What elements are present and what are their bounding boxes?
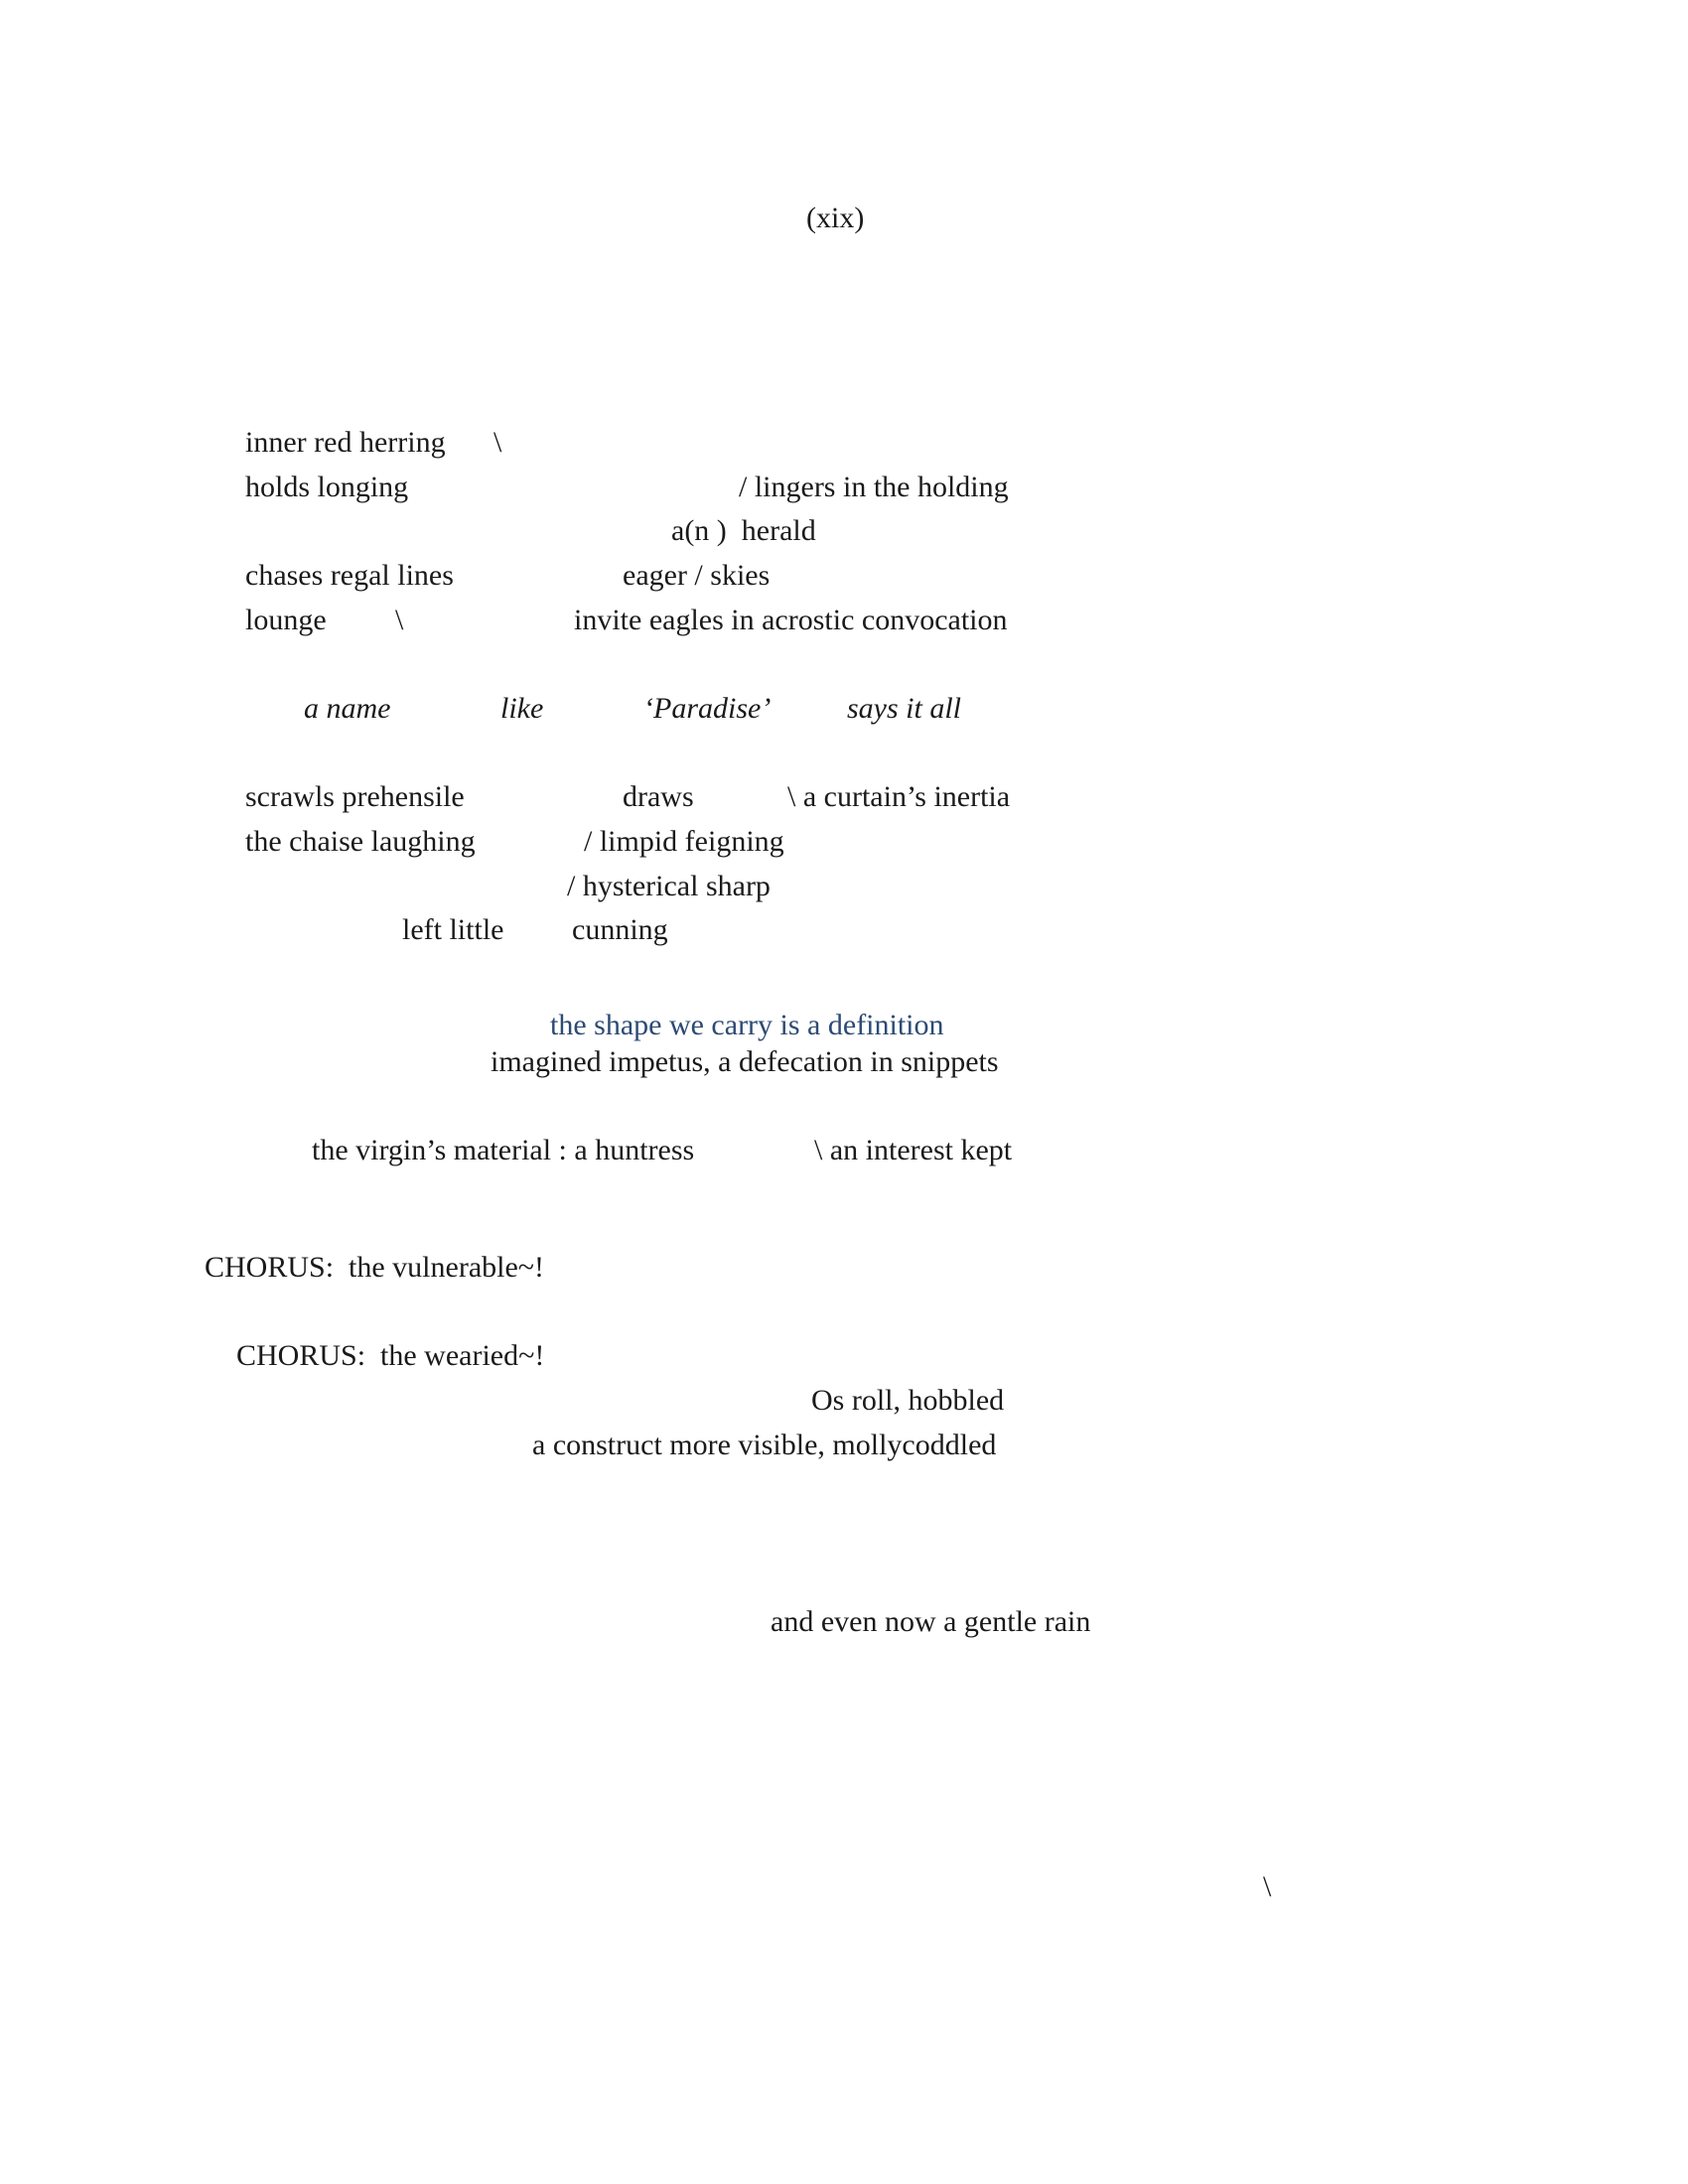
line-holds-longing: holds longing xyxy=(245,471,409,503)
italic-says-it-all: says it all xyxy=(847,692,962,725)
line-hysterical-sharp: / hysterical sharp xyxy=(567,870,771,902)
line-herald: a(n ) herald xyxy=(671,514,816,547)
line-scrawls-prehensile: scrawls prehensile xyxy=(245,780,465,813)
line-shape-we-carry: the shape we carry is a definition xyxy=(550,1009,944,1041)
line-draws: draws xyxy=(623,780,694,813)
italic-paradise: ‘Paradise’ xyxy=(643,692,772,725)
line-construct-visible: a construct more visible, mollycoddled xyxy=(532,1429,997,1461)
line-lounge: lounge xyxy=(245,604,327,636)
poem-number: (xix) xyxy=(806,202,865,234)
italic-a-name: a name xyxy=(304,692,391,725)
line-eager-skies: eager / skies xyxy=(623,559,771,592)
line-virgins-material: the virgin’s material : a huntress xyxy=(312,1134,695,1166)
line-chases-regal-lines: chases regal lines xyxy=(245,559,454,592)
line-limpid-feigning: / limpid feigning xyxy=(584,825,784,858)
line-inner-red-herring: inner red herring xyxy=(245,426,446,459)
line-imagined-impetus: imagined impetus, a defecation in snippets xyxy=(491,1045,999,1078)
line-gentle-rain: and even now a gentle rain xyxy=(771,1605,1091,1638)
backslash-mark: \ xyxy=(395,604,404,636)
chorus-vulnerable: CHORUS: the vulnerable~! xyxy=(205,1251,545,1284)
backslash-mark: \ xyxy=(493,426,502,459)
line-interest-kept: \ an interest kept xyxy=(814,1134,1013,1166)
italic-like: like xyxy=(500,692,544,725)
line-left-little: left little xyxy=(402,913,504,946)
line-lingers: / lingers in the holding xyxy=(739,471,1009,503)
line-chaise-laughing: the chaise laughing xyxy=(245,825,476,858)
chorus-wearied: CHORUS: the wearied~! xyxy=(236,1339,545,1372)
line-cunning: cunning xyxy=(572,913,668,946)
line-invite-eagles: invite eagles in acrostic convocation xyxy=(574,604,1008,636)
line-os-roll: Os roll, hobbled xyxy=(811,1384,1005,1417)
final-backslash-mark: \ xyxy=(1263,1870,1272,1903)
line-curtains-inertia: \ a curtain’s inertia xyxy=(787,780,1011,813)
